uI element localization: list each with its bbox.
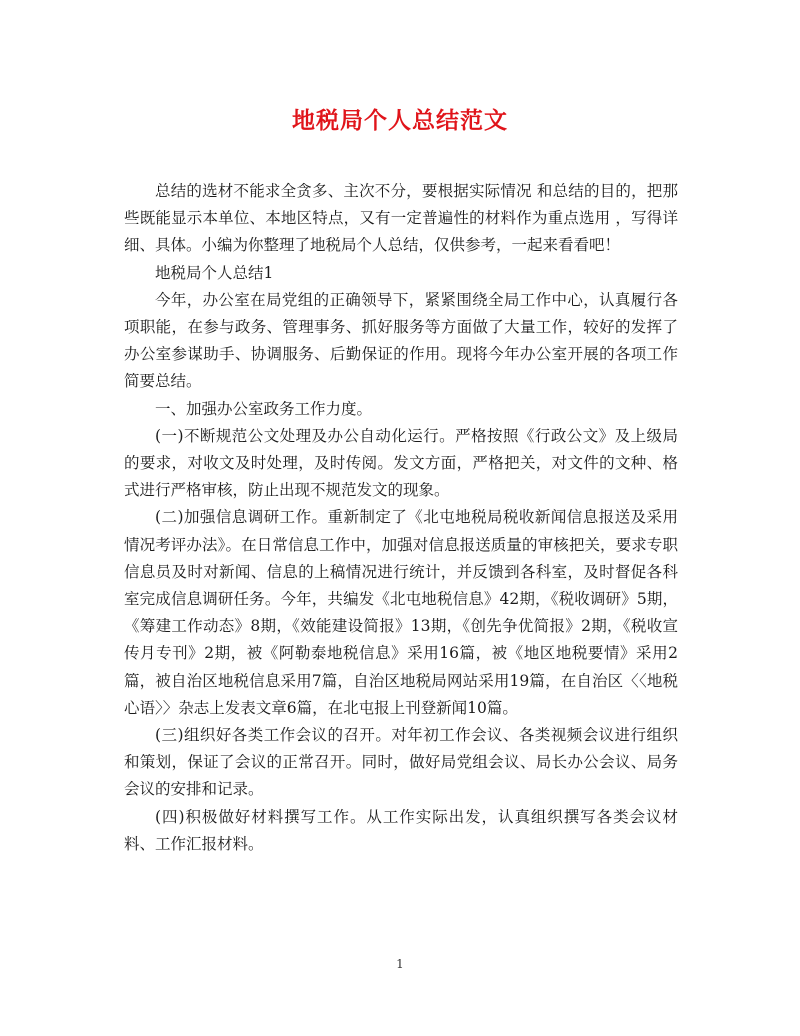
section-heading: 地税局个人总结1: [155, 263, 274, 282]
subsection-heading: 一、加强办公室政务工作力度。: [155, 399, 373, 418]
body-paragraph: (二)加强信息调研工作。重新制定了《北屯地税局税收新闻信息报送及采用情况考评办法》。在日常信息工作中，加强对信息报送质量的审核把关，要求专职信息员及时对新闻、信息的上稿情况进行统计，并反馈到各科室，及时督促各科室完成信息调研任务。今年，共编发《北屯地税信息》42期，《税收调研》5期，《筹建工作动态》8期，《效能建设简报》13期，《创先争优简报》2期，《税收宣传月专刊》2期，被《阿勒泰地税信息》采用16篇，被《地区地税要情》采用2篇，被自治区地税信息采用7篇，自治区地税局网站采用19篇，在自治区〈〈地税心语〉〉杂志上发表文章6篇，在北屯报上刊登新闻10篇。: [124, 508, 678, 717]
intro-paragraph: 总结的选材不能求全贪多、主次不分，要根据实际情况 和总结的目的，把那些既能显示本单位、本地区特点，又有一定普遍性的材料作为重点选用 ，写得详细、具体。小编为你整理了地税局个人总结，仅供参考，一起来看看吧！: [124, 182, 678, 255]
body-paragraph: (一)不断规范公文处理及办公自动化运行。严格按照《行政公文》及上级局的要求，对收文及时处理，及时传阅。发文方面，严格把关，对文件的文种、格式进行严格审核，防止出现不规范发文的现象。: [124, 426, 678, 500]
body-paragraph: 今年，办公室在局党组的正确领导下，紧紧围绕全局工作中心，认真履行各项职能，在参与政务、管理事务、抓好服务等方面做了大量工作，较好的发挥了办公室参谋助手、协调服务、后勤保证的作用。现将今年办公室开展的各项工作简要总结。: [124, 290, 678, 391]
document-body: [124, 178, 678, 858]
page-number: 1: [396, 957, 404, 971]
document-title: 地税局个人总结范文: [292, 107, 508, 134]
body-paragraph: (三)组织好各类工作会议的召开。对年初工作会议、各类视频会议进行组织和策划，保证了会议的正常召开。同时，做好局党组会议、局长办公会议、局务会议的安排和记录。: [124, 726, 678, 799]
body-paragraph: (四)积极做好材料撰写工作。从工作实际出发，认真组织撰写各类会议材料、工作汇报材料。: [124, 807, 678, 853]
